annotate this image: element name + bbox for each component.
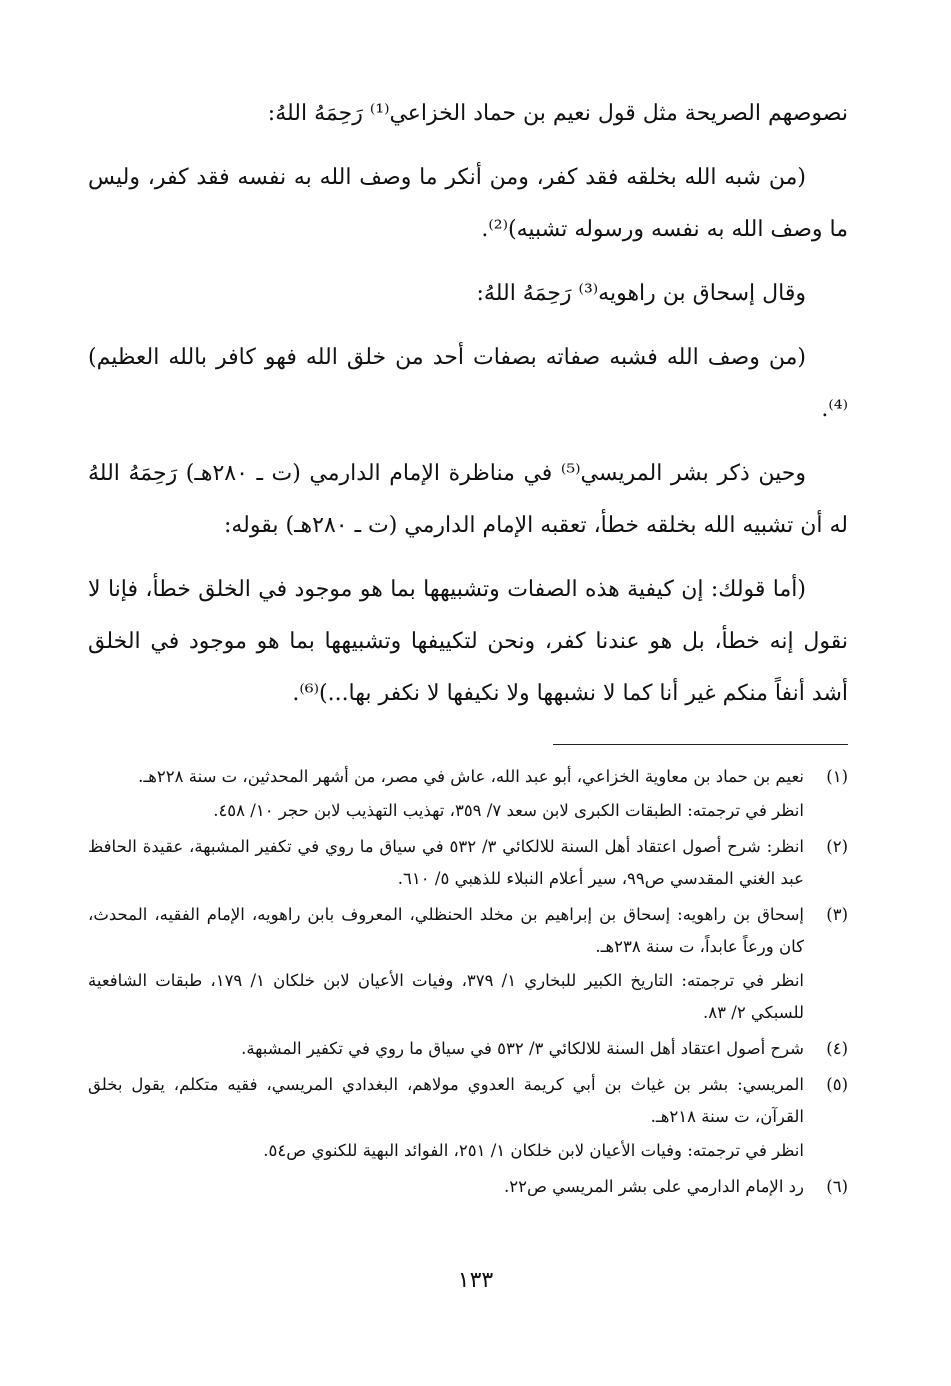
paragraph-5: وحين ذكر بشر المريسي⁽⁵⁾ في مناظرة الإمام الدارمي (ت ـ ٢٨٠هـ) رَحِمَهُ اللهُ له أن تشبيه الله بخلقه خطأ، تعقبه الإمام الدارمي (ت ـ ٢٨٠هـ) بقوله:: [88, 461, 848, 538]
footnote-3: [88, 899, 848, 1029]
footnote-text: المريسي: بشر بن غياث بن أبي كريمة العدوي مولاهم، البغدادي المريسي، فقيه متكلم، يقول بخلق القرآن، ت سنة ٢١٨هـ.: [88, 1075, 804, 1126]
footnote-number: (٢): [826, 837, 848, 856]
footnotes: [88, 761, 848, 1203]
footnote-number: (٤): [826, 1039, 848, 1058]
footnote-text: نعيم بن حماد بن معاوية الخزاعي، أبو عبد الله، عاش في مصر، من أشهر المحدثين، ت سنة ٢٢٨هـ.: [138, 767, 804, 786]
quote-paragraph-2: (من وصف الله فشبه صفاته بصفات أحد من خلق الله فهو كافر بالله العظيم)⁽⁴⁾.: [88, 345, 848, 422]
footnote-number: (١): [826, 767, 848, 786]
footnote-number: (٣): [826, 905, 848, 924]
footnote-6: [88, 1171, 848, 1203]
footnote-text: انظر: شرح أصول اعتقاد أهل السنة للالكائي ٣/ ٥٣٢ في سياق ما روي في تكفير المشبهة، عقيدة الحافظ عبد الغني المقدسي ص٩٩، سير أعلام النبلاء للذهبي ٥/ ٦١٠.: [88, 837, 804, 888]
footnote-text: انظر في ترجمته: وفيات الأعيان لابن خلكان ١/ ٢٥١، الفوائد البهية للكنوي ص٥٤.: [263, 1141, 804, 1160]
paragraph-3: وقال إسحاق بن راهويه⁽³⁾ رَحِمَهُ اللهُ:: [476, 281, 806, 306]
footnote-2: [88, 831, 848, 895]
footnote-text: شرح أصول اعتقاد أهل السنة للالكائي ٣/ ٥٣٢ في سياق ما روي في تكفير المشبهة.: [241, 1039, 804, 1058]
footnote-divider: [553, 744, 848, 745]
footnote-5: [88, 1069, 848, 1167]
footnote-4: [88, 1033, 848, 1065]
footnote-text: انظر في ترجمته: التاريخ الكبير للبخاري ١/ ٣٧٩، وفيات الأعيان لابن خلكان ١/ ١٧٩، طبقات الشافعية للسبكي ٢/ ٨٣.: [88, 971, 804, 1022]
paragraph-1: نصوصهم الصريحة مثل قول نعيم بن حماد الخزاعي⁽¹⁾ رَحِمَهُ اللهُ:: [267, 101, 848, 126]
quote-paragraph-1: (من شبه الله بخلقه فقد كفر، ومن أنكر ما وصف الله به نفسه فقد كفر، وليس ما وصف الله به نفسه ورسوله تشبيه)⁽²⁾.: [88, 165, 848, 242]
footnote-text: رد الإمام الدارمي على بشر المريسي ص٢٢.: [503, 1177, 804, 1196]
book-page: [88, 88, 848, 1328]
footnote-number: (٥): [826, 1075, 848, 1094]
main-text: [88, 88, 848, 720]
footnote-1: [88, 761, 848, 827]
footnote-text: انظر في ترجمته: الطبقات الكبرى لابن سعد ٧/ ٣٥٩، تهذيب التهذيب لابن حجر ١٠/ ٤٥٨.: [213, 801, 804, 820]
quote-paragraph-3: (أما قولك: إن كيفية هذه الصفات وتشبيهها بما هو موجود في الخلق خطأ، فإنا لا نقول إنه خطأ، بل هو عندنا كفر، ونحن لتكييفها وتشبيهها بما هو موجود في الخلق أشد أنفاً منكم غير أنا كما لا نشبهها ولا نكيفها لا نكفر بها...)⁽⁶⁾.: [88, 577, 848, 706]
page-number: ١٣٣: [457, 1268, 494, 1293]
footnote-number: (٦): [826, 1177, 848, 1196]
footnote-text: إسحاق بن راهويه: إسحاق بن إبراهيم بن مخلد الحنظلي، المعروف بابن راهويه، الإمام الفقيه، المحدث، كان ورعاً عابداً، ت سنة ٢٣٨هـ.: [88, 905, 804, 956]
